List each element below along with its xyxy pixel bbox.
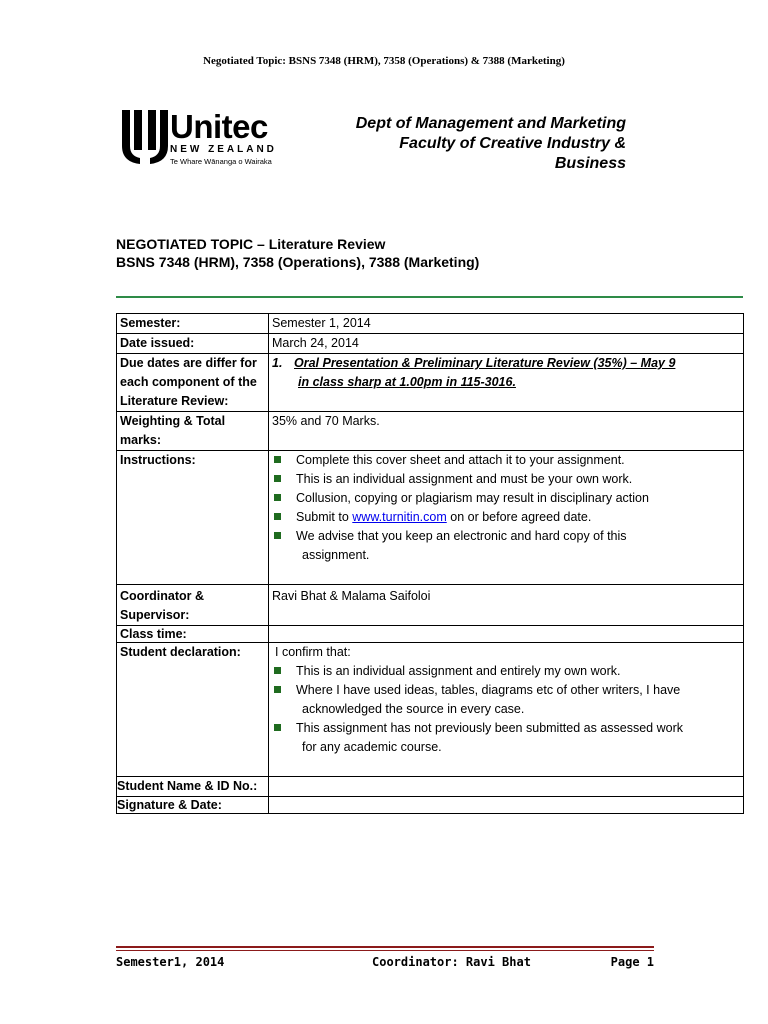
- declaration-list: [272, 662, 740, 757]
- due-dates-value: [269, 354, 744, 412]
- bullet-square-icon: [274, 667, 281, 674]
- list-item: Submit to www.turnitin.com on or before agreed date.: [272, 508, 740, 527]
- footer-rule-thick: [116, 946, 654, 948]
- logo-wordmark: Unitec: [170, 108, 268, 145]
- list-item: Complete this cover sheet and attach it to your assignment.: [272, 451, 740, 470]
- department-line-2: Faculty of Creative Industry &: [399, 135, 626, 152]
- list-item: This assignment has not previously been submitted as assessed work for any academic course.: [272, 719, 740, 757]
- row-weighting: [117, 412, 744, 451]
- unitec-logo: [114, 94, 284, 184]
- row-coordinator: [117, 585, 744, 626]
- turnitin-link[interactable]: www.turnitin.com: [352, 510, 447, 524]
- weighting-value: 35% and 70 Marks.: [269, 412, 744, 451]
- bullet-square-icon: [274, 456, 281, 463]
- instructions-list: [272, 451, 740, 565]
- weighting-label: Weighting & Total marks:: [117, 412, 269, 451]
- row-class-time: [117, 626, 744, 643]
- semester-value: Semester 1, 2014: [269, 314, 744, 334]
- student-name-value[interactable]: [269, 777, 744, 797]
- declaration-intro: I confirm that:: [275, 645, 351, 659]
- due-item-1: [272, 354, 740, 373]
- cover-sheet-table: [116, 313, 744, 814]
- due-dates-label: Due dates are differ for each component of the Literature Review:: [117, 354, 269, 412]
- topic-line-1: NEGOTIATED TOPIC – Literature Review: [116, 236, 386, 252]
- bullet-square-icon: [274, 513, 281, 520]
- declaration-value: [269, 643, 744, 777]
- list-item: Where I have used ideas, tables, diagrams etc of other writers, I have acknowledged the source in every case.: [272, 681, 740, 719]
- department-line-3: Business: [554, 155, 626, 172]
- bullet-square-icon: [274, 475, 281, 482]
- student-name-label: Student Name & ID No.:: [117, 777, 269, 797]
- footer-semester: Semester1, 2014: [116, 955, 225, 969]
- due-item-text: Oral Presentation & Preliminary Literature Review (35%) – May 9: [294, 356, 676, 370]
- date-issued-label: Date issued:: [117, 334, 269, 354]
- footer-page-number: Page 1: [610, 955, 654, 969]
- list-item: This is an individual assignment and must be your own work.: [272, 470, 740, 489]
- logo-country: NEW ZEALAND: [170, 144, 277, 155]
- bullet-square-icon: [274, 724, 281, 731]
- coordinator-value: Ravi Bhat & Malama Saifoloi: [269, 585, 744, 626]
- unitec-emblem-icon: [118, 106, 172, 166]
- topic-heading: [116, 235, 479, 271]
- due-item-number: 1.: [272, 356, 283, 370]
- signature-value[interactable]: [269, 797, 744, 814]
- bullet-square-icon: [274, 494, 281, 501]
- instructions-value: [269, 451, 744, 585]
- class-time-value[interactable]: [269, 626, 744, 643]
- row-signature: [117, 797, 744, 814]
- date-issued-value: March 24, 2014: [269, 334, 744, 354]
- due-item-continuation: in class sharp at 1.00pm in 115-3016.: [298, 375, 516, 389]
- row-student-name: [117, 777, 744, 797]
- list-item: We advise that you keep an electronic and hard copy of this assignment.: [272, 527, 740, 565]
- footer-rule-thin: [116, 950, 654, 951]
- topic-line-2: BSNS 7348 (HRM), 7358 (Operations), 7388 (Marketing): [116, 254, 480, 270]
- row-date-issued: [117, 334, 744, 354]
- coordinator-label: Coordinator & Supervisor:: [117, 585, 269, 626]
- row-due-dates: [117, 354, 744, 412]
- signature-label: Signature & Date:: [117, 797, 269, 814]
- department-line-1: Dept of Management and Marketing: [355, 115, 626, 132]
- declaration-label: Student declaration:: [117, 643, 269, 777]
- row-declaration: [117, 643, 744, 777]
- logo-maori-name: Te Whare Wānanga o Wairaka: [170, 157, 272, 166]
- bullet-square-icon: [274, 532, 281, 539]
- class-time-label: Class time:: [117, 626, 269, 643]
- instructions-label: Instructions:: [117, 451, 269, 585]
- row-semester: [117, 314, 744, 334]
- list-item: Collusion, copying or plagiarism may result in disciplinary action: [272, 489, 740, 508]
- footer-coordinator: Coordinator: Ravi Bhat: [372, 955, 531, 969]
- row-instructions: [117, 451, 744, 585]
- semester-label: Semester:: [117, 314, 269, 334]
- department-heading: [356, 114, 626, 174]
- bullet-square-icon: [274, 686, 281, 693]
- page-header: Negotiated Topic: BSNS 7348 (HRM), 7358 (Operations) & 7388 (Marketing): [203, 55, 565, 67]
- list-item: This is an individual assignment and entirely my own work.: [272, 662, 740, 681]
- section-divider: [116, 296, 743, 298]
